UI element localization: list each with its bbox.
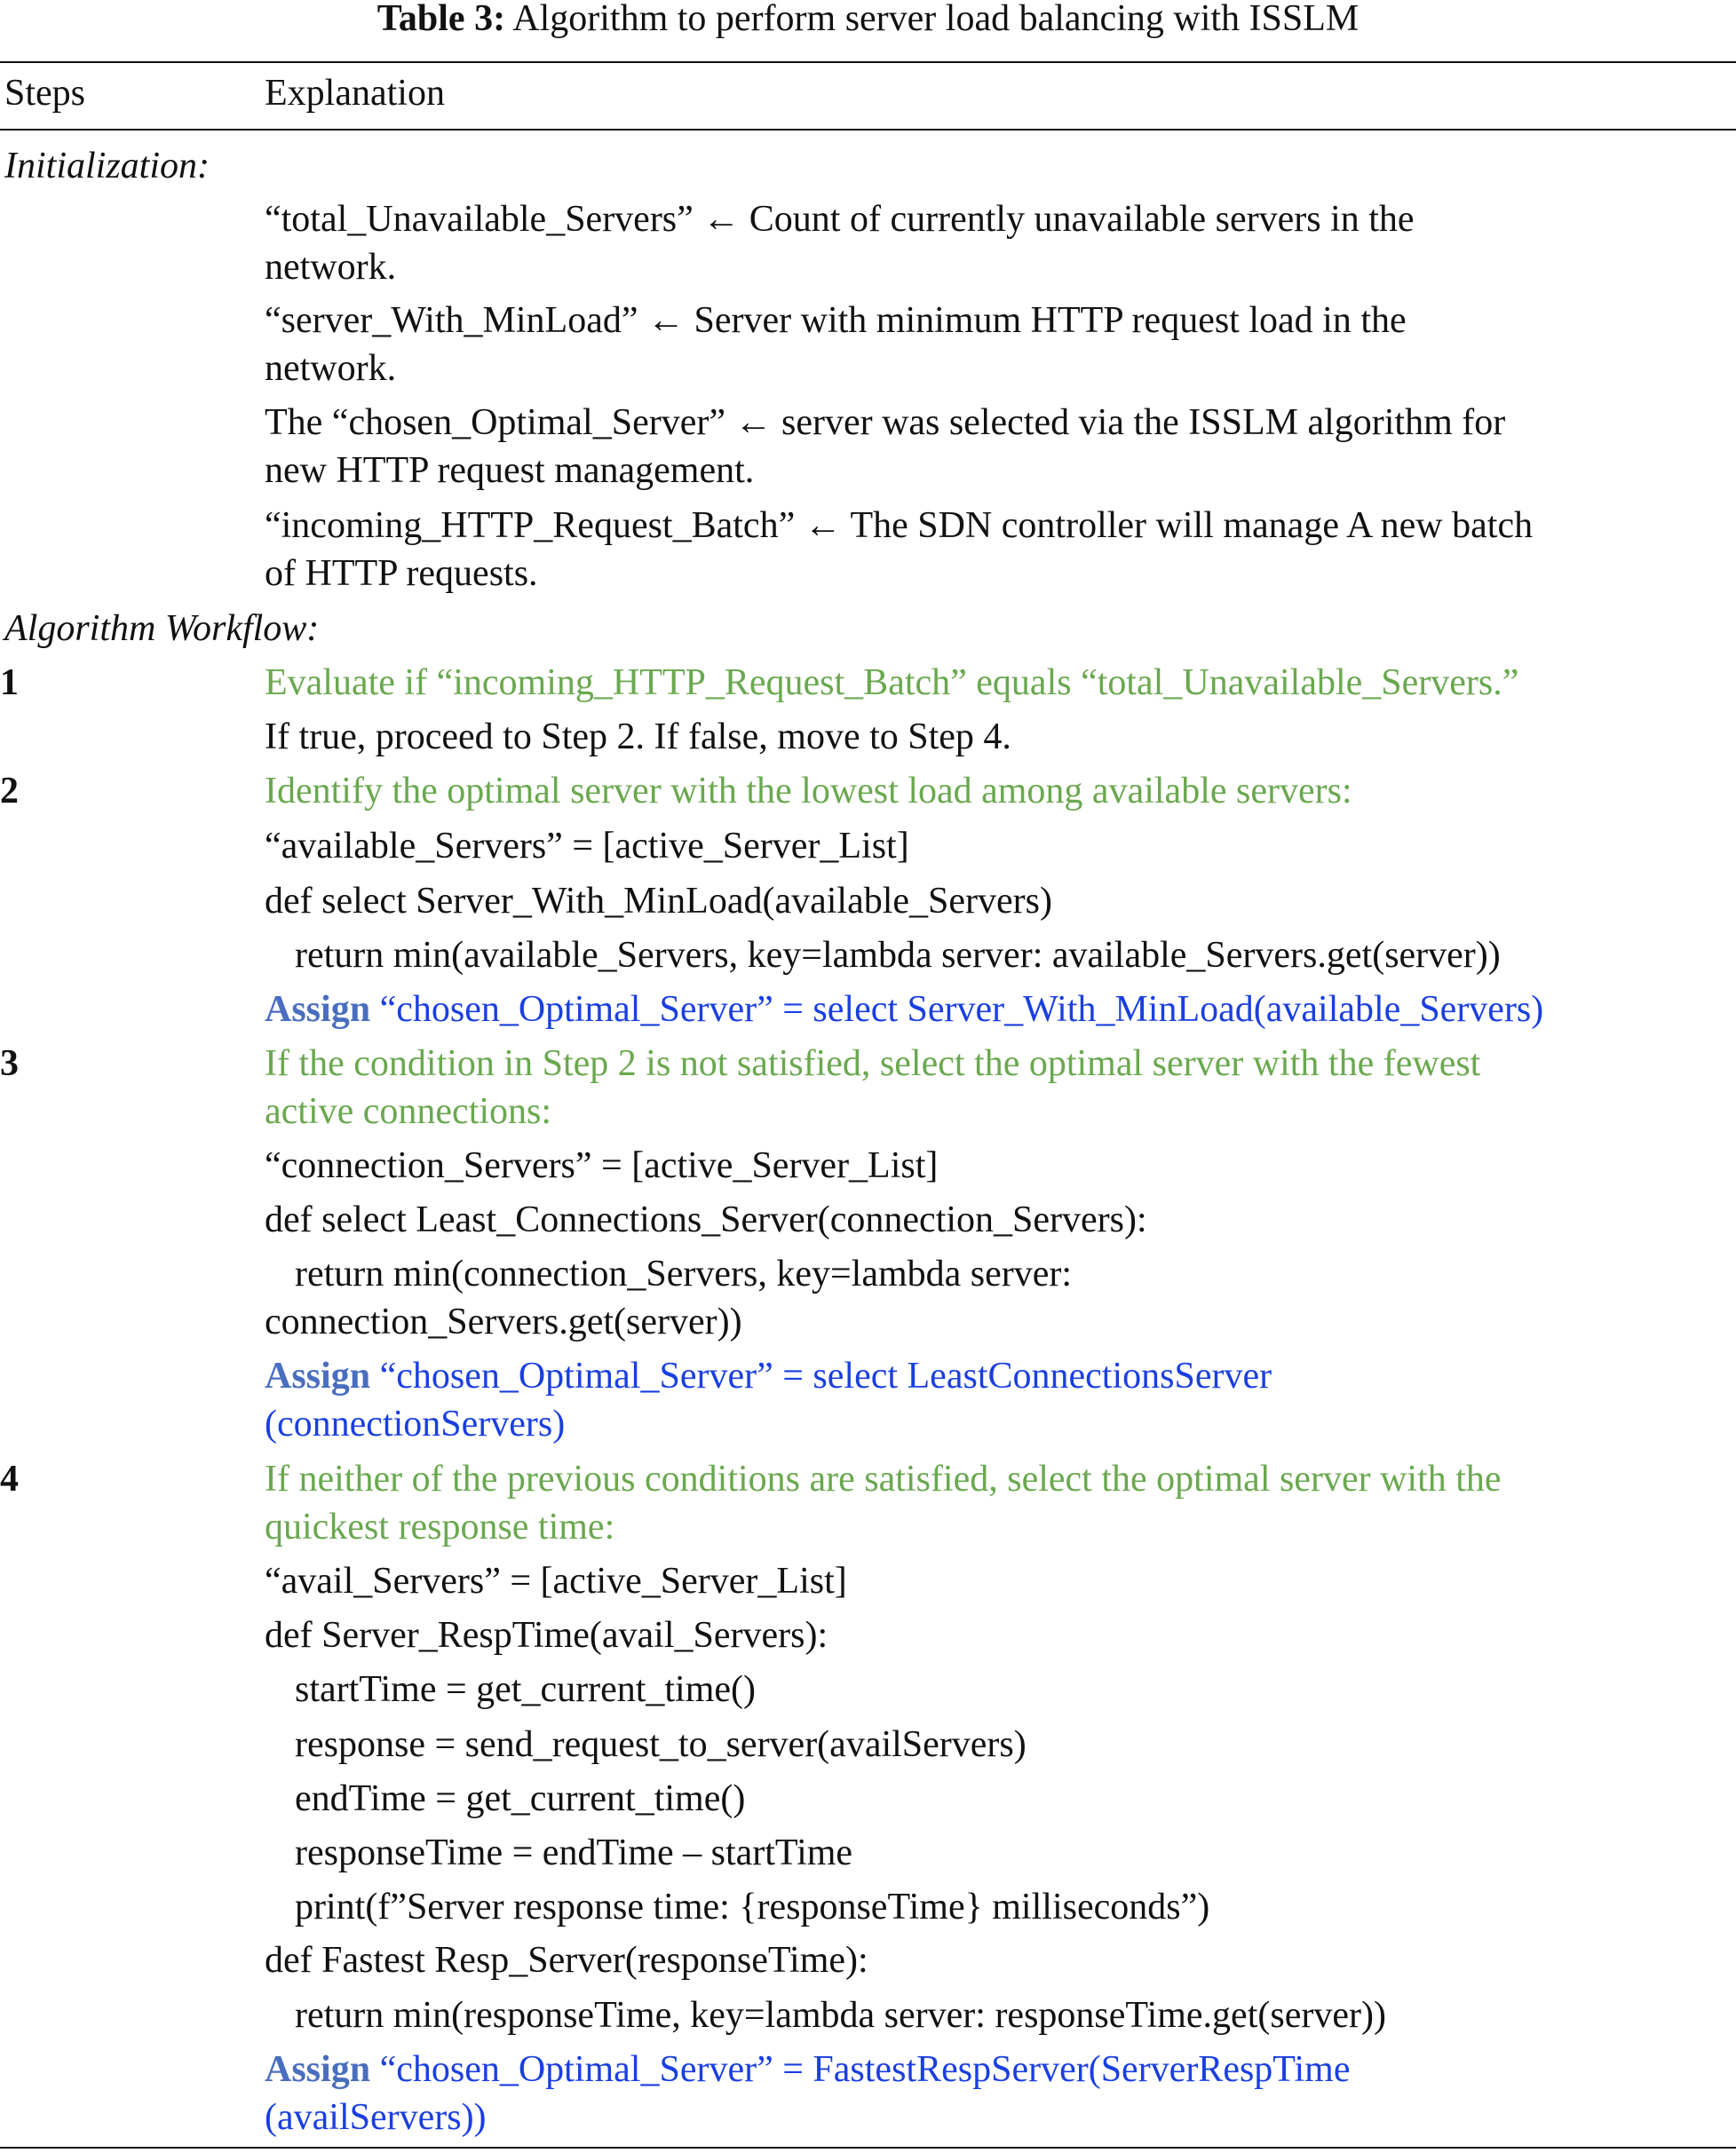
assign-line: (connectionServers) <box>265 1404 566 1445</box>
step-line: startTime = get_current_time() <box>295 1669 757 1710</box>
step-line: If true, proceed to Step 2. If false, move to Step 4. <box>265 716 1011 757</box>
bottom-rule <box>0 2147 1736 2149</box>
step-line: response = send_request_to_server(availServers) <box>295 1724 1027 1765</box>
init-line: of HTTP requests. <box>265 553 538 594</box>
assign-line <box>265 2046 1350 2094</box>
step-description: Identify the optimal server with the lowest load among available servers: <box>265 771 1352 811</box>
step-line: “avail_Servers” = [active_Server_List] <box>265 1561 847 1602</box>
table-caption <box>0 0 1736 41</box>
init-line: “server_With_MinLoad” ← Server with minimum HTTP request load in the <box>265 300 1407 341</box>
table-caption-label: Table 3: <box>377 0 506 39</box>
assign-keyword: Assign <box>265 989 371 1030</box>
init-line: “incoming_HTTP_Request_Batch” ← The SDN controller will manage A new batch <box>265 505 1534 546</box>
top-rule <box>0 61 1736 63</box>
init-line: network. <box>265 348 397 389</box>
step-line: def Server_RespTime(avail_Servers): <box>265 1615 828 1656</box>
step-line: def select Least_Connections_Server(connection_Servers): <box>265 1199 1147 1240</box>
step-number: 2 <box>0 771 19 811</box>
step-description: If the condition in Step 2 is not satisfied, select the optimal server with the fewest <box>265 1043 1481 1084</box>
column-header-explanation: Explanation <box>265 73 445 114</box>
init-line: The “chosen_Optimal_Server” ← server was selected via the ISSLM algorithm for <box>265 402 1506 443</box>
assign-expression: “chosen_Optimal_Server” = select LeastConnectionsServer <box>379 1356 1272 1397</box>
assign-keyword: Assign <box>265 1356 371 1397</box>
table-caption-text: Algorithm to perform server load balancing with ISSLM <box>512 0 1359 39</box>
step-line: print(f”Server response time: {responseTime} milliseconds”) <box>295 1887 1210 1927</box>
step-line: def select Server_With_MinLoad(available_Servers) <box>265 881 1052 922</box>
step-description: Evaluate if “incoming_HTTP_Request_Batch” equals “total_Unavailable_Servers.” <box>265 662 1519 703</box>
step-number: 4 <box>0 1459 19 1500</box>
assign-expression: “chosen_Optimal_Server” = select Server_With_MinLoad(available_Servers) <box>379 989 1544 1030</box>
step-description: If neither of the previous conditions are satisfied, select the optimal server with the <box>265 1459 1502 1500</box>
init-line: “total_Unavailable_Servers” ← Count of currently unavailable servers in the <box>265 199 1415 240</box>
step-line: endTime = get_current_time() <box>295 1778 746 1819</box>
assign-line: (availServers)) <box>265 2097 487 2138</box>
step-line: responseTime = endTime – startTime <box>295 1832 853 1873</box>
assign-line <box>265 1352 1272 1400</box>
step-line: return min(responseTime, key=lambda server: responseTime.get(server)) <box>295 1995 1386 2036</box>
assign-keyword: Assign <box>265 2049 371 2090</box>
step-line: return min(available_Servers, key=lambda server: available_Servers.get(server)) <box>295 935 1501 976</box>
init-line: network. <box>265 247 397 288</box>
step-description: quickest response time: <box>265 1507 615 1547</box>
step-line: “connection_Servers” = [active_Server_List] <box>265 1145 939 1186</box>
assign-expression: “chosen_Optimal_Server” = FastestRespServer(ServerRespTime <box>379 2049 1351 2090</box>
step-line: connection_Servers.get(server)) <box>265 1302 742 1342</box>
step-description: active connections: <box>265 1091 552 1132</box>
header-rule <box>0 129 1736 131</box>
step-number: 3 <box>0 1043 19 1084</box>
step-number: 1 <box>0 662 19 703</box>
column-header-steps: Steps <box>4 73 86 114</box>
step-line: return min(connection_Servers, key=lambda server: <box>295 1254 1073 1294</box>
section-initialization: Initialization: <box>4 146 210 186</box>
section-workflow: Algorithm Workflow: <box>4 608 320 649</box>
assign-line <box>265 985 1543 1033</box>
step-line: def Fastest Resp_Server(responseTime): <box>265 1940 868 1981</box>
init-line: new HTTP request management. <box>265 450 755 491</box>
step-line: “available_Servers” = [active_Server_List] <box>265 826 909 867</box>
